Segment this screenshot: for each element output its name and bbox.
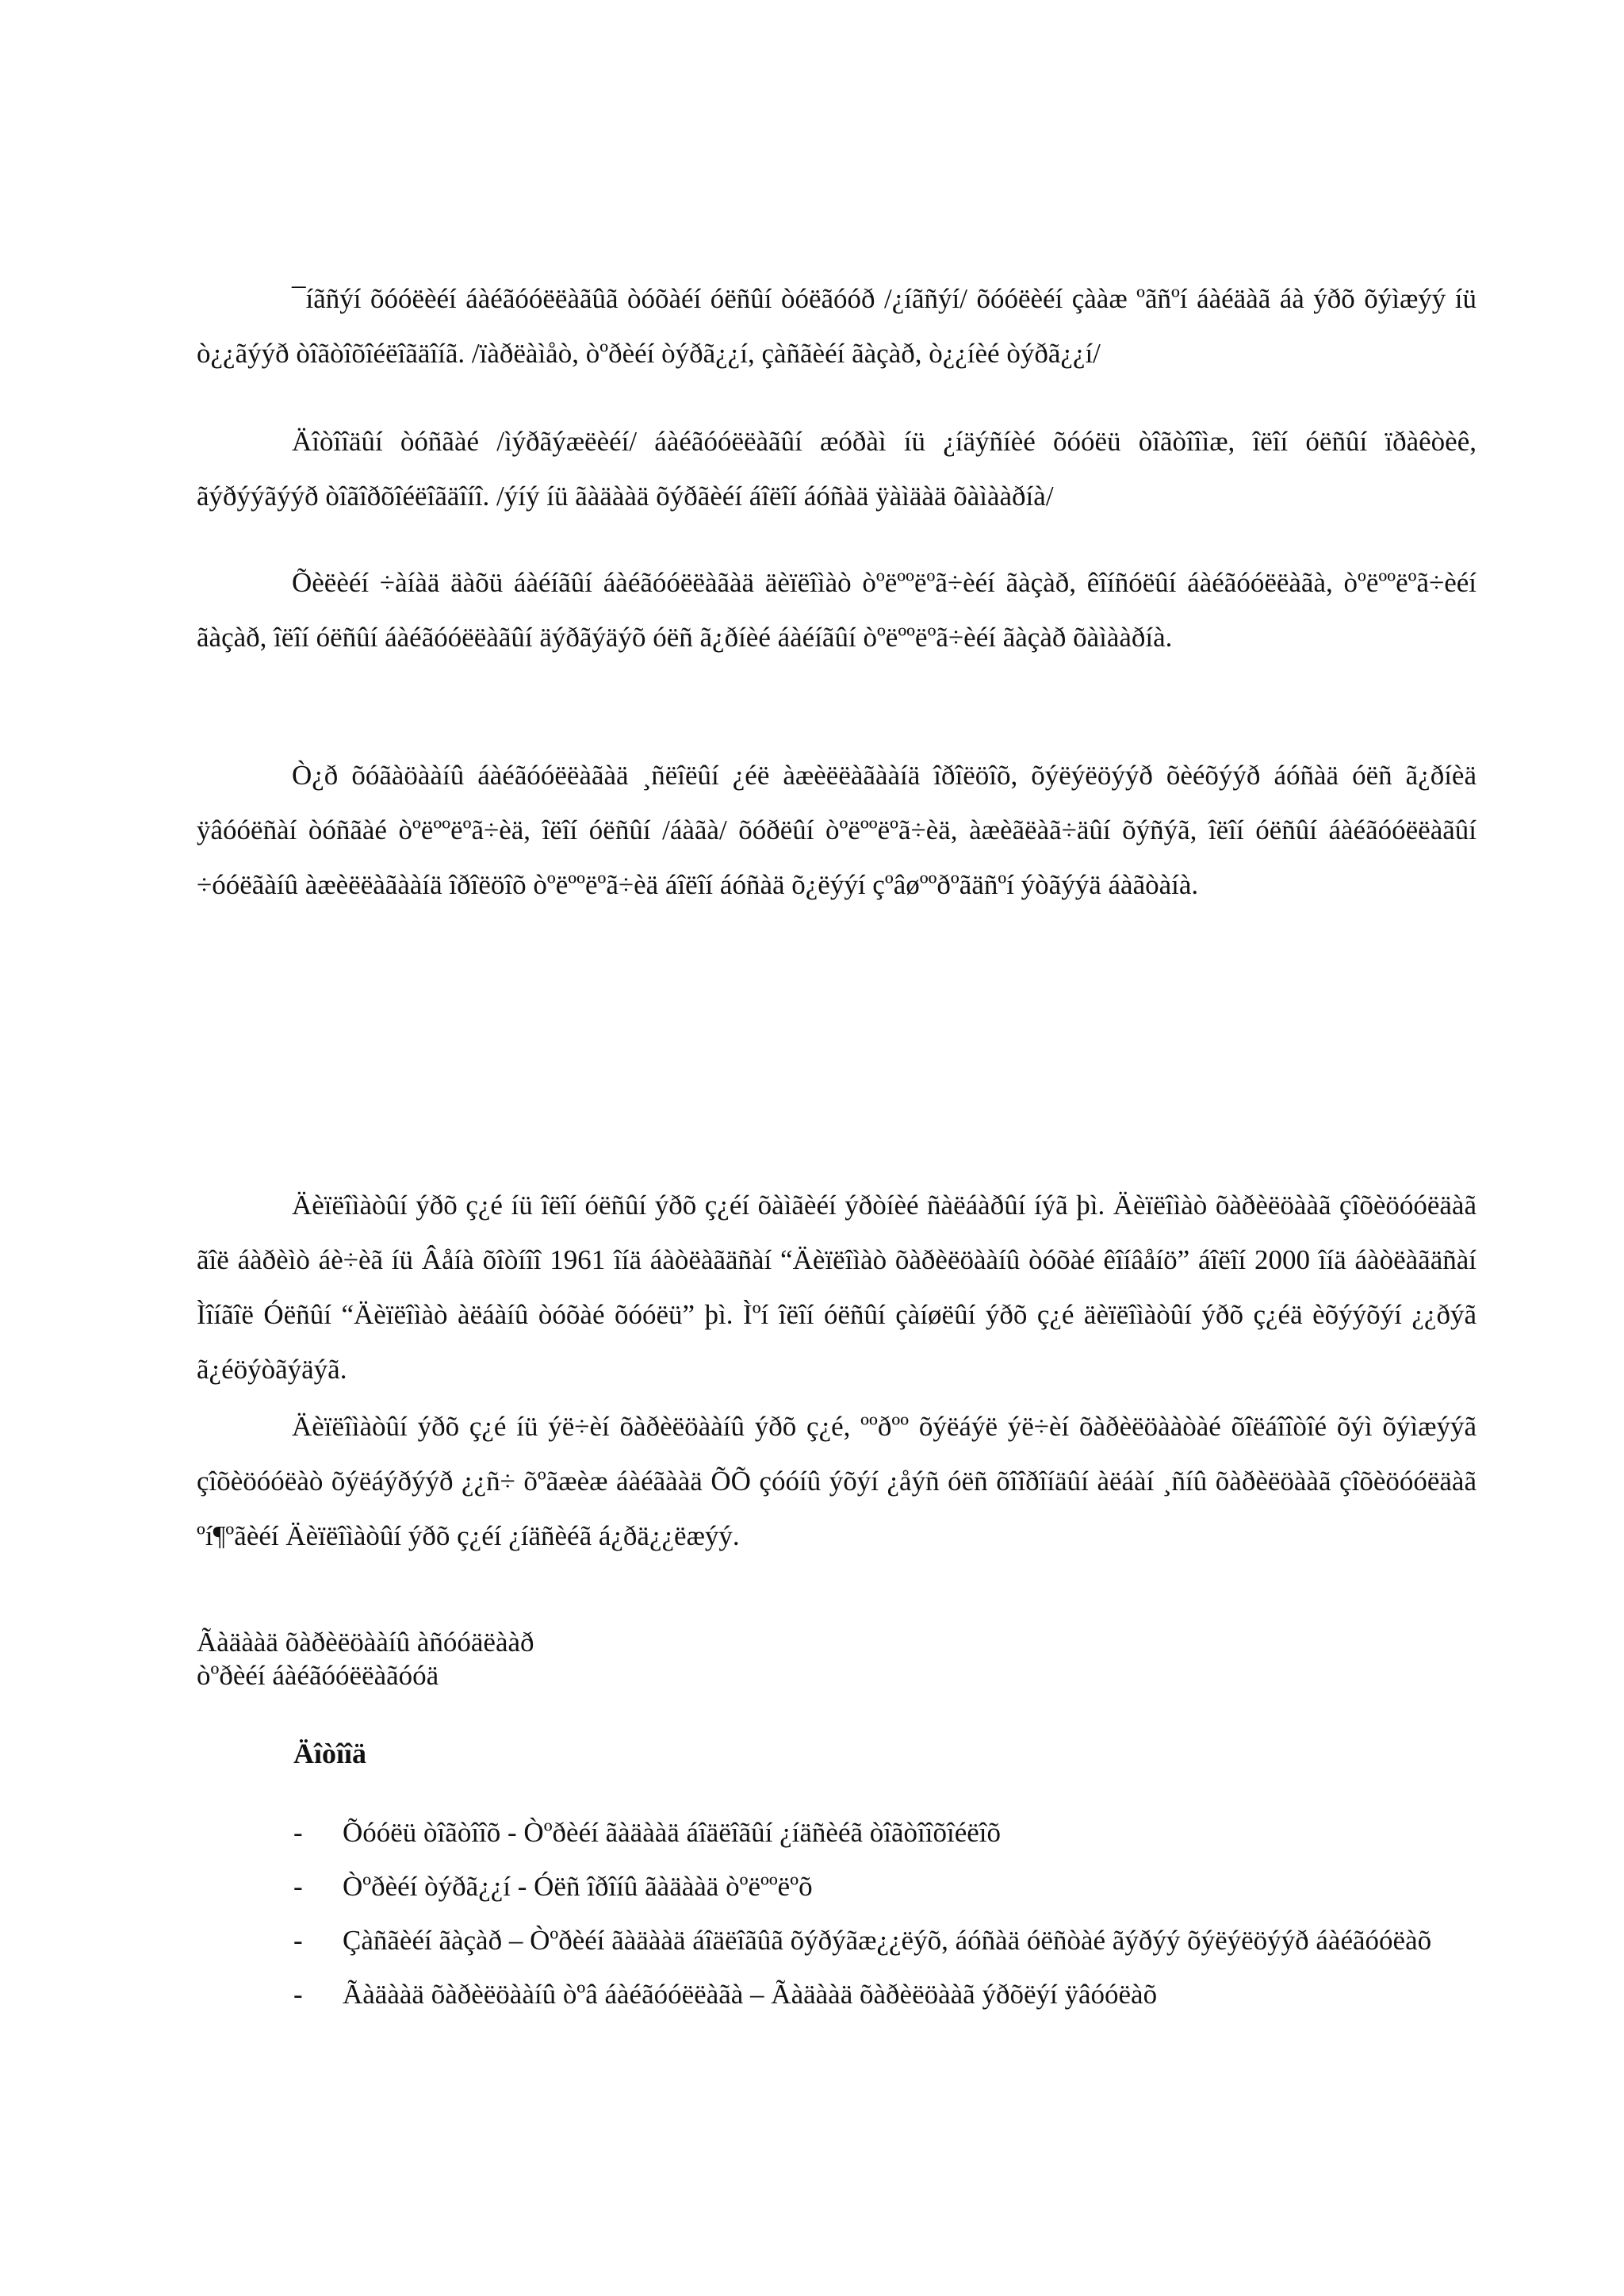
list-heading: Äîòîîä [293,1738,367,1769]
paragraph-4: Ò¿ð õóãàöààíû áàéãóóëëàãàä ¸ñëîëûí ¿éë àæèëëàãààíä îðîëöîõ, õýëýëöýýð õèéõýýð áóñàä óëñ ã¿ðíèä ÿâóóëñàí òóñãàé òºëººëºã÷èä, îëîí óëñûí /áàãà/ õóðëûí òºëººëºã÷èä, àæèãëàã÷äûí õýñýã, îëîí óëñûí áàéãóóëëàãûí ÷óóëãàíû àæèëëàãààíä îðîëöîõ òºëººëºã÷èä áîëîí áóñàä õ¿ëýýí çºâøººðºãäñºí ýòãýýä áàãòàíà. [197,760,1477,900]
section-caption-line-1: Ãàäààä õàðèëöààíû àñóóäëààð [197,1627,534,1658]
list-item [293,1808,1475,1857]
list-item-text: Òºðèéí òýðã¿¿í - Óëñ îðîíû ãàäààä òºëººëºõ [343,1871,813,1902]
list-item-text: Õóóëü òîãòîîõ - Òºðèéí ãàäààä áîäëîãûí ¿íäñèéã òîãòîîõîéëîõ [343,1817,1001,1848]
section-caption [197,1626,534,1692]
paragraph-3: Õèëèéí ÷àíàä äàõü áàéíãûí áàéãóóëëàãàä äèïëîìàò òºëººëºã÷èéí ãàçàð, êîíñóëûí áàéãóóëëàãà, òºëººëºã÷èéí ãàçàð, îëîí óëñûí áàéãóóëëàãûí äýðãýäýõ óëñ ã¿ðíèé áàéíãûí òºëººëºã÷èéí ãàçàð õàìààðíà. [197,567,1477,653]
list-item [293,1970,1475,2019]
paragraph-2: Äîòîîäûí òóñãàé /ìýðãýæëèéí/ áàéãóóëëàãûí æóðàì íü ¿íäýñíèé õóóëü òîãòîîìæ, îëîí óëñûí ïðàêòèê, ãýðýýãýýð òîãîðõîéëîãäîíî. /ýíý íü ãàäààä õýðãèéí áîëîí áóñàä ÿàìäàä õàìààðíà/ [197,426,1477,512]
dash-bullet-icon: - [293,1871,303,1902]
list-item [293,1916,1475,1965]
paragraph-5: Äèïëîìàòûí ýðõ ç¿é íü îëîí óëñûí ýðõ ç¿éí õàìãèéí ýðòíèé ñàëáàðûí íýã þì. Äèïëîìàò õàðèëöààã çîõèöóóëäàã ãîë áàðèìò áè÷èã íü Âåíà õîòíîî 1961 îíä áàòëàãäñàí “Äèïëîìàò õàðèëöààíû òóõàé êîíâåíö” áîëîí 2000 îíä áàòëàãäñàí Ìîíãîë Óëñûí “Äèïëîìàò àëáàíû òóõàé õóóëü” þì. Ìºí îëîí óëñûí çàíøëûí ýðõ ç¿é äèïëîìàòûí ýðõ ç¿éä èõýýõýí ¿¿ðýã ã¿éöýòãýäýã. [197,1190,1477,1385]
list-item-text: Çàñãèéí ãàçàð – Òºðèéí ãàäààä áîäëîãûã õýðýãæ¿¿ëýõ, áóñàä óëñòàé ãýðýý õýëýëöýýð áàéãóóëàõ [343,1925,1432,1956]
paragraph-1: ¯íãñýí õóóëèéí áàéãóóëëàãûã òóõàéí óëñûí òóëãóóð /¿íãñýí/ õóóëèéí çààæ ºãñºí áàéäàã áà ýðõ õýìæýý íü ò¿¿ãýýð òîãòîõîéëîãäîíã. /ïàðëàìåò, òºðèéí òýðã¿¿í, çàñãèéí ãàçàð, ò¿¿íèé òýðã¿¿í/ [197,283,1477,369]
dash-bullet-icon: - [293,1817,303,1848]
dash-bullet-icon: - [293,1925,303,1956]
dash-bullet-icon: - [293,1979,303,2010]
bullet-list [293,1808,1475,2024]
section-caption-line-2: òºðèéí áàéãóóëëàãóóä [197,1660,439,1691]
list-item-text: Ãàäààä õàðèëöààíû òºâ áàéãóóëëàãà – Ãàäààä õàðèëöààã ýðõëýí ÿâóóëàõ [343,1979,1158,2010]
paragraph-6: Äèïëîìàòûí ýðõ ç¿é íü ýë÷èí õàðèëöààíû ýðõ ç¿é, ººðºº õýëáýë ýë÷èí õàðèëöààòàé õîëáîîòîé õýì õýìæýýã çîõèöóóëàò õýëáýðýýð ¿¿ñ÷ õºãæèæ áàéãààä ÕÕ çóóíû ýõýí ¿åýñ óëñ õîîðîíäûí àëáàí ¸ñíû õàðèëöààã çîõèöóóëäàã ºí¶ºãèéí Äèïëîìàòûí ýðõ ç¿éí ¿íäñèéã á¿ðä¿¿ëæýý. [197,1411,1477,1551]
list-item [293,1862,1475,1911]
